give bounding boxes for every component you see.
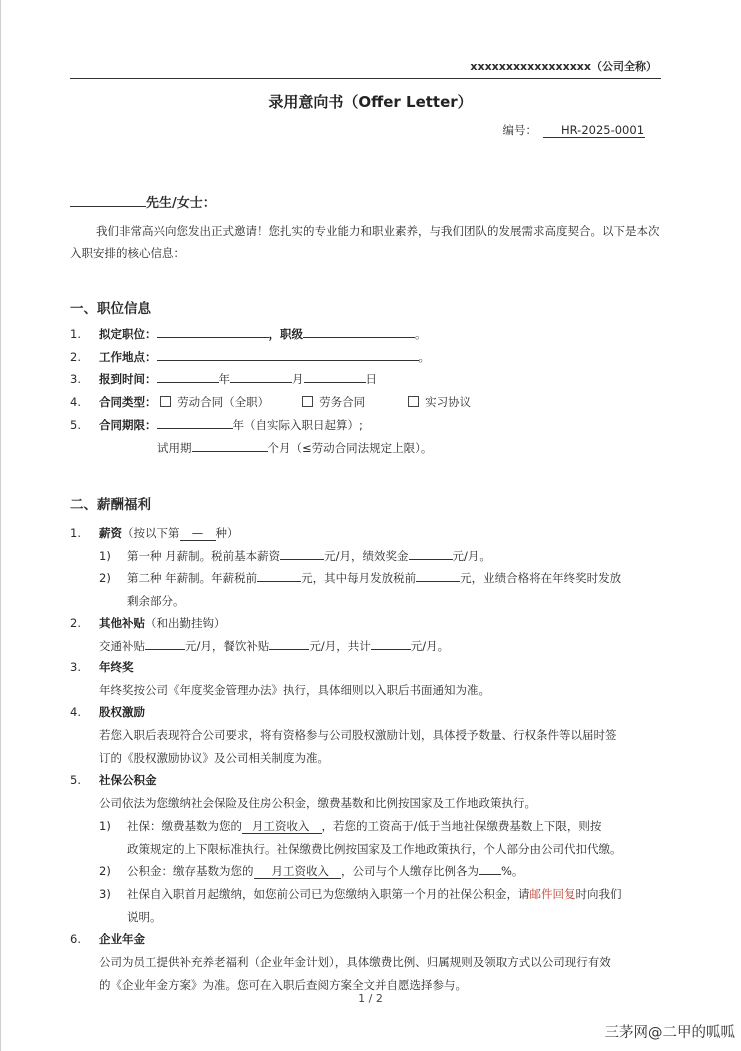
level-label: ，职级	[268, 327, 303, 341]
social-label: 社保公积金	[99, 773, 157, 787]
contract-type-row	[99, 391, 471, 413]
sub-number: 1)	[99, 549, 111, 563]
total-allowance-blank[interactable]	[371, 635, 411, 650]
contract-term-label: 合同期限：	[99, 418, 157, 432]
contract-type-label: 合同类型：	[99, 395, 157, 409]
base-salary-blank[interactable]	[280, 545, 324, 560]
housing-fund-row: 公积金：缴存基数为您的 月工资收入 ，公司与个人缴存比例各为 %。	[127, 860, 523, 882]
item-number: 3.	[70, 660, 81, 674]
document-title: 录用意向书（Offer Letter）	[268, 93, 473, 111]
annuity-text-line2: 的《企业年金方案》为准。您可在入职后查阅方案全文并自愿选择参与。	[99, 978, 467, 992]
transport-allowance-blank[interactable]	[145, 635, 185, 650]
equity-text-line1: 若您入职后表现符合公司要求，将有资格参与公司股权激励计划，具体授予数量、行权条件等以届时签	[99, 728, 617, 742]
report-date-label: 报到时间：	[99, 372, 157, 386]
option-labor-contract[interactable]: 劳动合同（全职）	[160, 391, 302, 413]
probation-blank[interactable]	[192, 437, 268, 452]
social-base-blank[interactable]: 月工资收入	[242, 819, 322, 834]
social-insurance-row-cont: 政策规定的上下限标准执行。社保缴费比例按国家及工作地政策执行，个人部分由公司代扣代缴。	[127, 842, 622, 856]
section-position-title: 一、职位信息	[70, 301, 151, 317]
checkbox-icon[interactable]	[302, 396, 313, 407]
section-salary-title: 二、薪酬福利	[70, 497, 151, 513]
option-service-contract[interactable]: 劳务合同	[302, 391, 408, 413]
item-number: 1.	[70, 327, 81, 341]
sub-number: 3)	[99, 887, 111, 901]
company-name: xxxxxxxxxxxxxxxxx（公司全称）	[470, 60, 657, 73]
contract-term-row: 合同期限： 年（自实际入职日起算）;	[99, 414, 363, 436]
email-reply-highlight: 邮件回复	[529, 887, 576, 901]
month-blank[interactable]	[230, 368, 292, 383]
page-edge	[0, 0, 1, 1051]
bonus-label: 年终奖	[99, 660, 134, 674]
salary-row: 薪资（按以下第 — 种）	[99, 526, 239, 540]
housing-ratio-blank[interactable]	[479, 860, 501, 875]
bonus-text: 年终奖按公司《年度奖金管理办法》执行，具体细则以入职后书面通知为准。	[99, 683, 490, 697]
annual-salary-row: 第二种 年薪制。年薪税前 元，其中每月发放税前 元，业绩合格将在年终奖时发放	[127, 567, 621, 589]
annuity-label: 企业年金	[99, 932, 145, 946]
item-number: 6.	[70, 932, 81, 946]
option-internship[interactable]: 实习协议	[408, 395, 471, 409]
social-insurance-row: 社保：缴费基数为您的 月工资收入 ，若您的工资高于/低于当地社保缴费基数上下限，则按	[127, 819, 602, 833]
document-number	[503, 122, 646, 138]
level-blank[interactable]	[303, 323, 415, 338]
doc-no-label: 编号：	[502, 123, 537, 137]
sub-number: 1)	[99, 819, 111, 833]
name-blank[interactable]	[70, 192, 146, 207]
social-heading	[99, 769, 157, 791]
header-divider	[70, 78, 661, 79]
report-date-row	[99, 368, 377, 390]
item-number: 2.	[70, 350, 81, 364]
salutation-text: 先生/女士：	[146, 196, 216, 211]
salary-type-blank[interactable]: —	[180, 526, 216, 541]
position-row	[99, 323, 427, 345]
annual-salary-blank[interactable]	[257, 567, 301, 582]
allowance-label: 其他补贴	[99, 616, 145, 630]
monthly-salary-row: 第一种 月薪制。税前基本薪资 元/月，绩效奖金 元/月。	[127, 545, 491, 567]
item-number: 4.	[70, 395, 81, 409]
annual-salary-row-cont: 剩余部分。	[127, 594, 185, 608]
page-number: 1 / 2	[358, 992, 383, 1005]
year-blank[interactable]	[157, 368, 219, 383]
item-number: 2.	[70, 616, 81, 630]
equity-text-line2: 订的《股权激励协议》及公司相关制度为准。	[99, 751, 329, 765]
probation-row: 试用期 个月（≤劳动合同法规定上限）。	[157, 437, 432, 459]
social-start-row: 社保自入职首月起缴纳，如您前公司已为您缴纳入职第一个月的社保公积金，请邮件回复时向我们	[127, 887, 622, 901]
intro-paragraph: 我们非常高兴向您发出正式邀请！您扎实的专业能力和职业素养，与我们团队的发展需求高度契合。以下是本次入职安排的核心信息：	[70, 224, 660, 260]
performance-bonus-blank[interactable]	[409, 545, 453, 560]
doc-no-value: HR-2025-0001	[543, 123, 645, 138]
meal-allowance-blank[interactable]	[269, 635, 309, 650]
housing-base-blank[interactable]: 月工资收入	[254, 864, 342, 879]
monthly-pay-blank[interactable]	[416, 567, 460, 582]
equity-label: 股权激励	[99, 705, 145, 719]
day-blank[interactable]	[304, 368, 366, 383]
position-label: 拟定职位：	[99, 327, 157, 341]
allowance-row: 交通补贴 元/月，餐饮补贴 元/月，共计 元/月。	[99, 635, 449, 657]
position-blank[interactable]	[157, 323, 269, 338]
period: 。	[418, 350, 430, 364]
sub-number: 2)	[99, 571, 111, 585]
day-unit: 日	[365, 372, 377, 386]
bonus-heading	[99, 656, 134, 678]
salary-label: 薪资	[99, 526, 122, 540]
item-number: 1.	[70, 526, 81, 540]
social-start-row-cont: 说明。	[127, 910, 162, 924]
annuity-heading	[99, 928, 145, 950]
year-unit: 年	[218, 372, 230, 386]
checkbox-icon[interactable]	[160, 396, 171, 407]
equity-heading	[99, 701, 145, 723]
item-number: 4.	[70, 705, 81, 719]
allowance-heading: 其他补贴（和出勤挂钩）	[99, 616, 226, 630]
period: 。	[415, 327, 427, 341]
location-blank[interactable]	[157, 346, 419, 361]
watermark: 三茅网@二甲的呱呱	[604, 1025, 735, 1041]
location-row	[99, 346, 430, 368]
social-text: 公司依法为您缴纳社会保险及住房公积金，缴费基数和比例按国家及工作地政策执行。	[99, 796, 536, 810]
month-unit: 月	[292, 372, 304, 386]
term-years-blank[interactable]	[157, 414, 233, 429]
annuity-text-line1: 公司为员工提供补充养老福利（企业年金计划），具体缴费比例、归属规则及领取方式以公司现行有效	[99, 955, 611, 969]
item-number: 5.	[70, 773, 81, 787]
salutation	[70, 192, 216, 211]
item-number: 3.	[70, 372, 81, 386]
checkbox-icon[interactable]	[408, 396, 419, 407]
sub-number: 2)	[99, 864, 111, 878]
location-label: 工作地点：	[99, 350, 157, 364]
item-number: 5.	[70, 418, 81, 432]
